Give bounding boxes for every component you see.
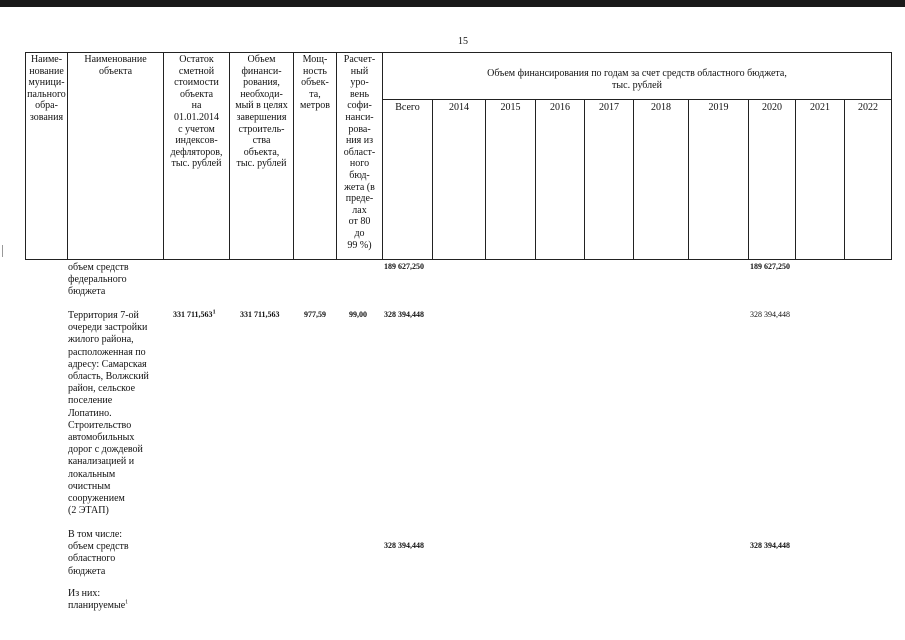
header-group-title: Объем финансирования по годам за счет средств областного бюджета, тыс. рублей <box>487 68 787 91</box>
header-object-name: Наименование объекта <box>84 54 147 77</box>
col-line <box>748 99 749 260</box>
header-year-2014: 2014 <box>449 102 469 113</box>
col-line <box>891 52 892 260</box>
header-cofinancing-level: Расчет- ный уро- вень софи- нанси- рова- ния из област- ного бюд- жета (в преде- лах от 80 до 99 %) <box>343 54 376 251</box>
scan-mark <box>2 245 3 257</box>
row-territory-financing-volume: 331 711,563 <box>240 310 280 319</box>
row-of-which: Из них: планируемые$^1$ <box>68 588 129 612</box>
col-line <box>535 99 536 260</box>
row-territory-remaining: 331 711,563$^1$ <box>173 309 216 319</box>
page-number: 15 <box>458 36 468 47</box>
col-line <box>633 99 634 260</box>
col-line <box>795 99 796 260</box>
header-year-2021: 2021 <box>810 102 830 113</box>
col-line <box>67 52 68 260</box>
footnote-mark: 1 <box>125 599 129 606</box>
row-including-total: 328 394,448 <box>384 541 424 550</box>
scan-top-border <box>0 0 905 7</box>
col-line <box>688 99 689 260</box>
header-financing-volume: Объем финанси- рования, необходи- мый в целях завершения строитель- ства объекта, тыс. рублей <box>235 54 288 170</box>
footnote-mark: 1 <box>212 309 216 316</box>
col-line <box>584 99 585 260</box>
row-federal-name: объем средств федерального бюджета <box>68 262 129 298</box>
row-federal-total: 189 627,250 <box>384 262 424 271</box>
header-municipality: Наиме- нование муници- пального обра- зования <box>27 54 66 123</box>
header-capacity: Мощ- ность объек- та, метров <box>300 54 330 112</box>
header-year-2020: 2020 <box>762 102 782 113</box>
header-year-2017: 2017 <box>599 102 619 113</box>
header-top-line <box>25 52 892 53</box>
col-line <box>844 99 845 260</box>
header-year-2019: 2019 <box>708 102 729 113</box>
row-territory-name: Территория 7-ой очереди застройки жилого района, расположенная по адресу: Самарская область, Волжский район, сельское поселение Лопатино. Строительство автомобильных дорог с дождевой канализацией и локальным очистным сооружением (2 ЭТАП) <box>68 310 149 517</box>
col-line <box>485 99 486 260</box>
row-territory-total: 328 394,448 <box>384 310 424 319</box>
header-remaining-cost: Остаток сметной стоимости объекта на 01.01.2014 с учетом индексов- дефляторов, тыс. рублей <box>170 54 223 170</box>
header-group-line <box>382 99 892 100</box>
row-including-name: В том числе: объем средств областного бюджета <box>68 529 129 577</box>
table-header <box>0 52 905 260</box>
header-total: Всего <box>395 102 420 113</box>
col-line <box>432 99 433 260</box>
header-bottom-line <box>25 259 892 260</box>
header-year-2015: 2015 <box>500 102 521 113</box>
row-territory-capacity: 977,59 <box>304 310 326 319</box>
row-including-2020: 328 394,448 <box>750 541 790 550</box>
header-year-2016: 2016 <box>550 102 570 113</box>
row-territory-2020: 328 394,448 <box>750 310 790 319</box>
row-federal-2020: 189 627,250 <box>750 262 790 271</box>
header-year-2018: 2018 <box>651 102 671 113</box>
row-territory-cofinancing: 99,00 <box>349 310 367 319</box>
header-year-2022: 2022 <box>858 102 878 113</box>
